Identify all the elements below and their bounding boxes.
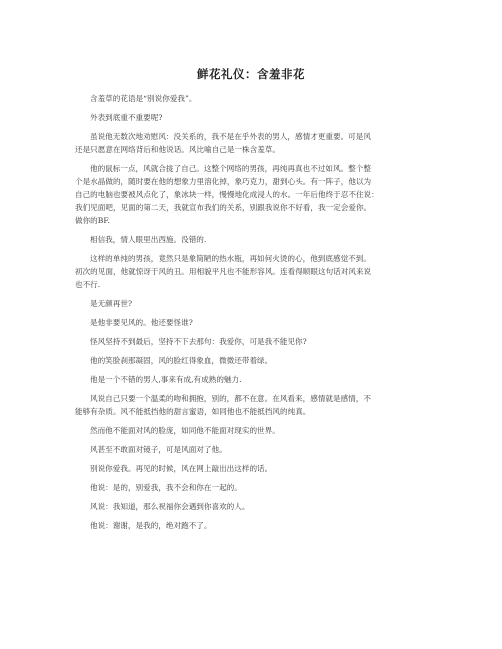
paragraph: 怪风坚持不到最后，坚持不下去那句：我爱你，可是我不能见你? (90, 337, 307, 346)
paragraph: 风说：我知道，那么祝福你会遇到你喜欢的人。 (90, 502, 250, 511)
paragraph: 虽说他无数次地劝慰风：没关系的，我不是在乎外表的男人，感情才更重要。可是风 还是只愿意在网络背后和他说话。风比喻自己是一株含羞草。 (75, 132, 371, 154)
paragraph: 他说：谢谢，是我的，绝对跑不了。 (90, 521, 212, 530)
paragraph: 然而他不能面对风的脸庞，如同他不能面对现实的世界。 (90, 426, 280, 435)
paragraph: 是无颜再世? (90, 299, 133, 308)
document-body (75, 92, 430, 538)
paragraph: 外表到底重不重要呢? (90, 113, 163, 122)
paragraph: 他的笑脸刹那凝固，风的脸红得象血，微微还带着绿。 (90, 356, 273, 365)
paragraph: 风说自己只要一个温柔的吻和拥抱，别的，都不在意。在风看来，感情就是感情，不 能够有杂质。风不能抵挡他的甜言蜜语，如同他也不能抵挡风的纯真。 (75, 394, 371, 416)
paragraph: 相信我，情人眼里出西施。没错的. (90, 235, 207, 244)
paragraph: 这样的单纯的男孩，竟然只是象简陋的热水瓶，再如何火烫的心，他到底感觉不到。 初次的见面，他就惊讶于风的丑。用相貌平凡也不能形容风。连看得顺眼这句话对风来说 也不行. (75, 254, 372, 289)
paragraph: 是他非要见风的。他还要怪谁? (90, 318, 193, 327)
paragraph: 风甚至不敢面对镜子，可是风面对了他。 (90, 445, 227, 454)
paragraph: 他说：是的，别爱我，我不会和你在一起的。 (90, 483, 242, 492)
paragraph: 含羞草的花语是“别说你爱我”。 (90, 94, 197, 103)
document-title: 鲜花礼仪：含羞非花 (197, 67, 305, 81)
paragraph: 他的鼠标一点，风就合拢了自己。这整个网络的男孩，再纯再真也不过如风。整个整 个是水晶做的，随时要在他的想象力里溶化掉，象巧克力，甜到心头。有一阵子，他以为 自己的电脑也要被风点化了，象冰块一样，慢慢地化成浸人的水。一年后他终于忍不住说： 我们见面吧，见面的第二天，我就宣布我们的关系，别跟我说你不好看，我一定会爱你。 做你的BF. (75, 164, 379, 225)
paragraph: 别说你爱我。再见的时候，风在网上敲出出这样的话。 (90, 464, 273, 473)
paragraph: 他是一个不错的男人,事来有成,有成熟的魅力. (90, 375, 242, 384)
